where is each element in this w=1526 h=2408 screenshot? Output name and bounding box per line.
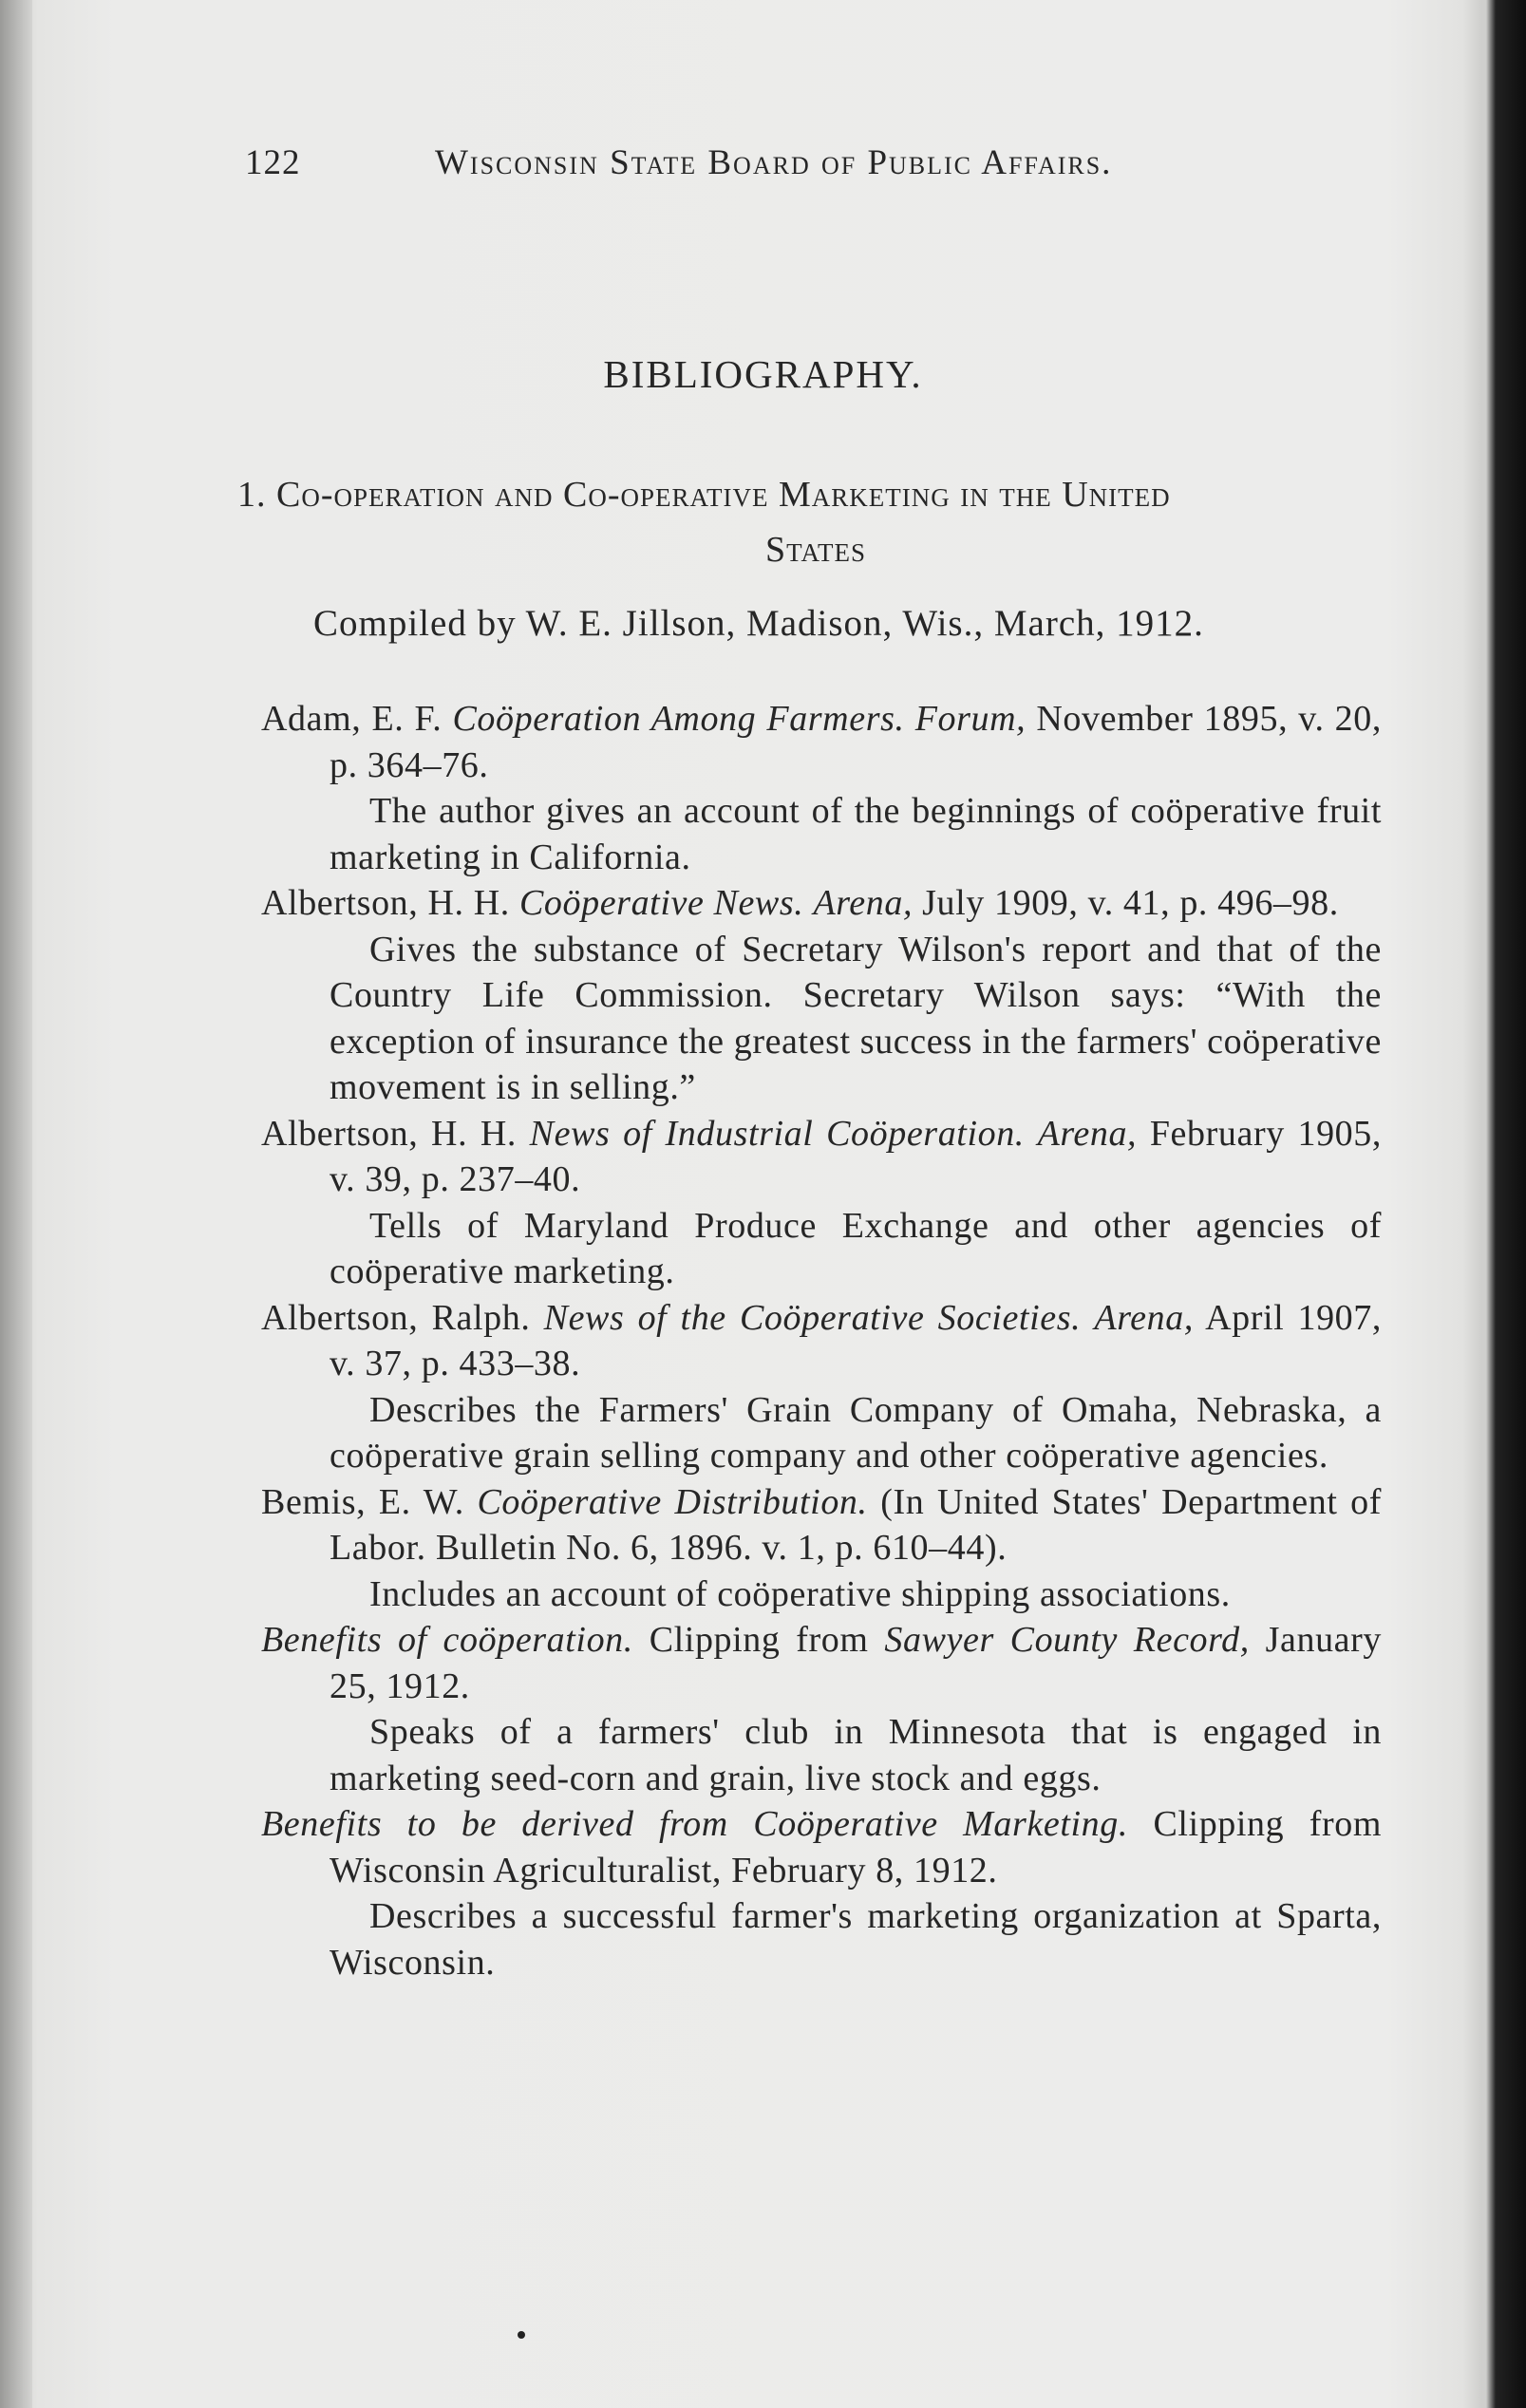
entry-details-italic: Sawyer County Record, [884,1620,1250,1660]
entry-details: Clipping from Wisconsin Agriculturalist, February 8, 1912. [330,1804,1382,1891]
entry-author: Adam, E. F. [261,699,443,739]
entry-details: April 1907, v. 37, p. 433–38. [330,1297,1382,1383]
entry-details: February 1905, v. 39, p. 237–40. [330,1113,1382,1199]
section-title: BIBLIOGRAPHY. [603,352,923,396]
entry-author: Albertson, H. H. [261,1113,517,1154]
entry-title: Benefits of coöperation. [261,1620,633,1660]
running-header [245,142,1432,183]
entry-source: Arena, [1094,1297,1194,1338]
entry-annotation: The author gives an account of the beginnings of coöperative fruit marketing in California. [330,791,1382,877]
page-number: 122 [245,143,301,182]
entry-source: Forum, [914,699,1027,739]
entry-title: Coöperation Among Farmers. [452,699,905,739]
entry-title: Coöperative Distribution. [477,1481,868,1522]
entry-details: (In United States' Department of Labor. Bulletin No. 6, 1896. v. 1, p. 610–44). [330,1481,1382,1568]
entry-annotation: Describes the Farmers' Grain Company of Omaha, Nebraska, a coöperative grain selling company and other coöperative agencies. [330,1389,1382,1476]
entry-details: July 1909, v. 41, p. 496–98. [922,883,1339,923]
running-title: Wisconsin State Board of Public Affairs. [435,143,1113,182]
entry-title: News of the Coöperative Societies. [543,1297,1082,1338]
entry-author: Bemis, E. W. [261,1481,464,1522]
subsection-line-2: States [765,530,866,570]
entry-annotation: Speaks of a farmers' club in Minnesota that is engaged in marketing seed-corn and grain, live stock and eggs. [330,1712,1382,1798]
entry-author: Albertson, H. H. [261,883,510,923]
bibliography-entry [261,880,1382,927]
entry-source: Arena, [813,883,914,923]
entry-title: Coöperative News. [518,883,804,923]
subsection-heading [237,467,1394,577]
bibliography-entry [261,1617,1382,1709]
bibliography-entry [261,1295,1382,1387]
entry-annotation: Describes a successful farmer's marketing organization at Sparta, Wisconsin. [330,1896,1382,1983]
entry-title: News of Industrial Coöperation. [529,1113,1025,1154]
entry-annotation: Includes an account of coöperative shipping associations. [369,1573,1231,1614]
entry-source: Arena, [1037,1113,1138,1154]
subsection-line-1: 1. Co-operation and Co-operative Marketing in the United [237,475,1171,515]
entry-annotation: Tells of Maryland Produce Exchange and other agencies of coöperative marketing. [330,1205,1382,1291]
bibliography-entry [261,696,1382,788]
ink-speck [518,2331,525,2339]
bibliography-list [261,696,1382,1985]
bibliography-entry [261,1111,1382,1203]
entry-details: November 1895, v. 20, p. 364–76. [330,699,1382,785]
entry-details-after: January 25, 1912. [330,1620,1382,1706]
bibliography-entry [261,1479,1382,1571]
entry-details: Clipping from [649,1620,869,1660]
compiled-by-line: Compiled by W. E. Jillson, Madison, Wis., March, 1912. [313,603,1204,644]
entry-title: Benefits to be derived from Coöperative Marketing. [261,1804,1128,1844]
entry-annotation: Gives the substance of Secretary Wilson's report and that of the Country Life Commission. Secretary Wilson says: “With the exception of insurance the greatest success in the farmers' coöperative movement is in selling.” [330,929,1382,1107]
bibliography-entry [261,1801,1382,1893]
entry-author: Albertson, Ralph. [261,1297,531,1338]
